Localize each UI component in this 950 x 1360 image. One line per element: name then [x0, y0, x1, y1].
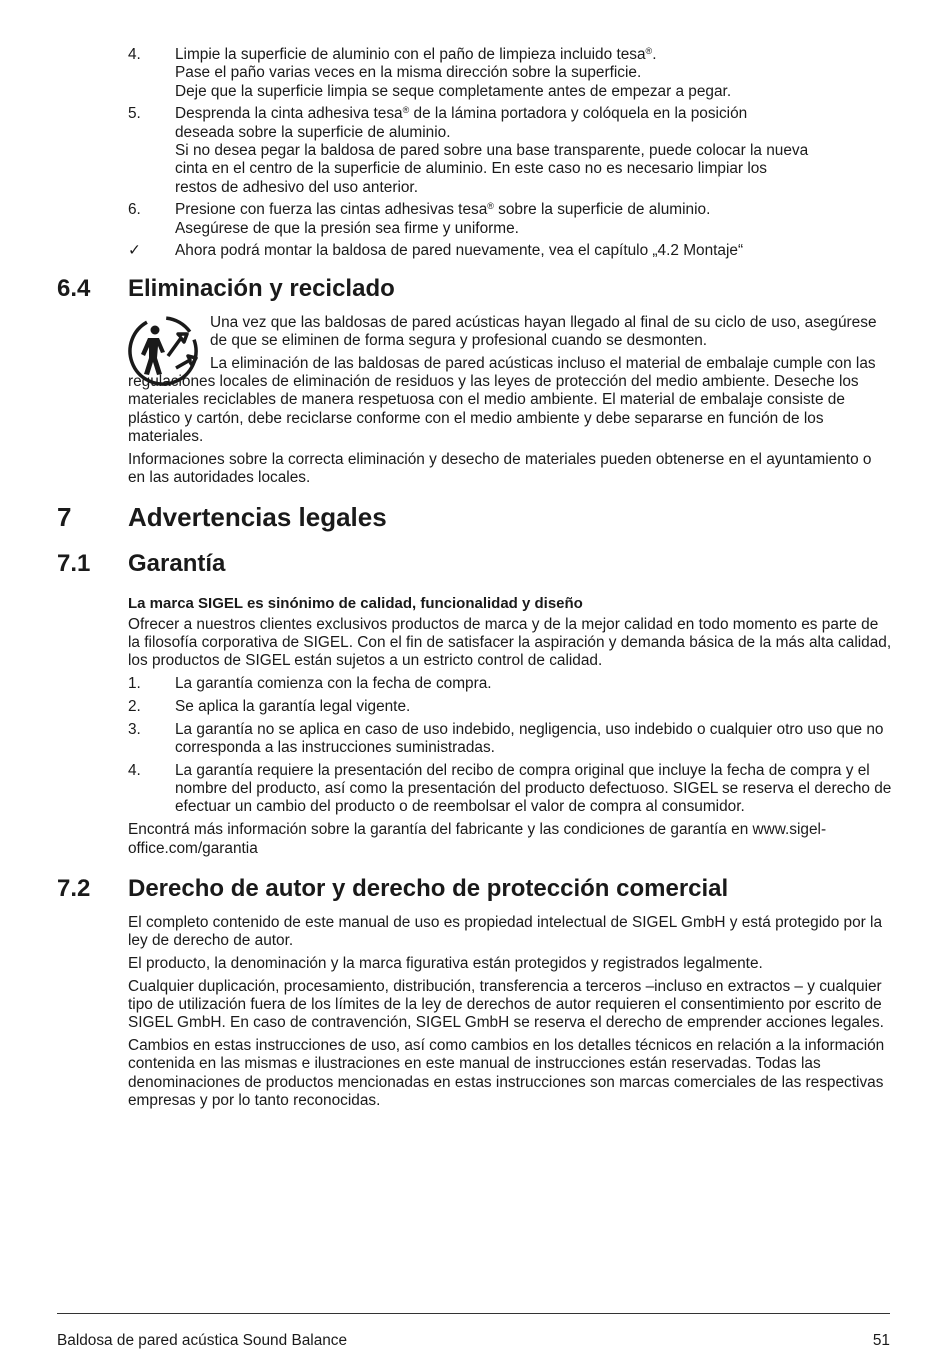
list-item: 6. Presione con fuerza las cintas adhesivas tesa® sobre la superficie de aluminio. Asegúrese de que la presión sea firme y uniforme.	[128, 201, 892, 238]
paragraph: El producto, la denominación y la marca figurativa están protegidos y registrados legalmente.	[128, 954, 763, 972]
disposal-section	[128, 314, 892, 488]
paragraph: Informaciones sobre la correcta eliminación y desecho de materiales pueden obtenerse en el ayuntamiento o en las autoridades locales.	[128, 450, 872, 487]
list-number: 5.	[128, 105, 141, 123]
list-item	[128, 762, 892, 817]
list-item	[128, 675, 892, 693]
list-number: 1.	[128, 675, 141, 693]
list-item	[128, 698, 892, 716]
step-text: Desprenda la cinta adhesiva tesa	[175, 105, 403, 123]
list-item	[128, 721, 892, 758]
list-number: 4.	[128, 46, 141, 63]
paragraph: Encontrá más información sobre la garantía del fabricante y las condiciones de garantía en www.sigel-office.com/garantia	[128, 821, 827, 857]
list-number: 3.	[128, 720, 141, 738]
section-title: Advertencias legales	[128, 502, 387, 533]
step-text: Deje que la superficie limpia se seque completamente antes de empezar a pegar.	[175, 82, 732, 100]
warranty-list	[128, 675, 892, 817]
footer-title: Baldosa de pared acústica Sound Balance	[57, 1332, 348, 1349]
step-text: deseada sobre la superficie de aluminio.	[175, 123, 451, 141]
section-number: 7.2	[57, 874, 91, 902]
section-title: Eliminación y reciclado	[128, 274, 395, 302]
steps-list	[128, 46, 892, 261]
step-text: Presione con fuerza las cintas adhesivas tesa	[175, 201, 488, 219]
registered-mark: ®	[645, 46, 653, 56]
list-number: 2.	[128, 697, 141, 715]
subheading: La marca SIGEL es sinónimo de calidad, funcionalidad y diseño	[128, 595, 583, 613]
page-footer	[57, 1313, 890, 1349]
list-text: La garantía no se aplica en caso de uso indebido, negligencia, uso indebido o cualquier otro uso que no corresponda a las instrucciones suministradas.	[175, 720, 884, 757]
recycling-symbol-icon	[128, 316, 200, 386]
paragraph: Una vez que las baldosas de pared acústicas hayan llegado al final de su ciclo de uso, asegúrese de que se eliminen de forma segura y profesional cuando se desmonten.	[210, 313, 877, 350]
section-heading-6-4	[57, 274, 892, 304]
section-heading-7	[57, 501, 892, 533]
step-text: Ahora podrá montar la baldosa de pared nuevamente, vea el capítulo „4.2 Montaje“	[175, 242, 744, 260]
list-text: La garantía comienza con la fecha de compra.	[175, 675, 492, 693]
list-number: 6.	[128, 201, 141, 219]
paragraph: Cualquier duplicación, procesamiento, distribución, transferencia a terceros –incluso en extractos – y cualquier tipo de utilización fuera de los límites de la ley de derechos de autor requieren el consentimiento por escrito de SIGEL GmbH. En caso de contravención, SIGEL GmbH se reserva el derecho de emprender acciones legales.	[128, 977, 884, 1032]
section-number: 6.4	[57, 274, 91, 302]
paragraph: Cambios en estas instrucciones de uso, así como cambios en los detalles técnicos en relación a la información contenida en las mismas e ilustraciones en este manual de instrucciones están reservadas. Todas las denominaciones de productos mencionadas en estas instrucciones son marcas comerciales de las respectivas empresas y por lo tanto reconocidas.	[128, 1037, 885, 1109]
list-number: 4.	[128, 761, 141, 779]
step-text: Asegúrese de que la presión sea firme y uniforme.	[175, 219, 519, 237]
section-heading-7-1	[57, 549, 892, 579]
page-content	[57, 46, 892, 1115]
step-text: Limpie la superficie de aluminio con el paño de limpieza incluido tesa	[175, 46, 646, 63]
paragraph: La eliminación de las baldosas de pared acústicas incluso el material de embalaje cumple con las regulaciones locales de eliminación de residuos y las leyes de protección del medio ambiente. Deseche los materiales reciclables de manera respetuosa con el medio ambiente. El material de embalaje consiste de plástico y cartón, debe reciclarse conforme con el medio ambiente y debe separarse en función de los materiales.	[128, 354, 876, 446]
registered-mark: ®	[402, 105, 410, 116]
list-item	[128, 242, 892, 260]
section-number: 7.1	[57, 550, 91, 578]
section-title: Derecho de autor y derecho de protección comercial	[128, 874, 729, 902]
step-text: restos de adhesivo del uso anterior.	[175, 178, 418, 196]
list-item: 5. Desprenda la cinta adhesiva tesa® de la lámina portadora y colóquela en la posición deseada sobre la superficie de aluminio. Si no desea pegar la baldosa de pared sobre una base transparente, puede colocar la nueva cinta en el centro de la superficie de aluminio. En este caso no es necesario limpiar los restos de adhesivo del uso anterior.	[128, 105, 892, 196]
registered-mark: ®	[487, 201, 494, 212]
checkmark-icon: ✓	[128, 242, 141, 260]
step-text: cinta en el centro de la superficie de aluminio. En este caso no es necesario limpiar los	[175, 160, 768, 178]
section-number: 7	[57, 502, 72, 533]
step-text: Pase el paño varias veces en la misma dirección sobre la superficie.	[175, 64, 642, 82]
step-text: Si no desea pegar la baldosa de pared sobre una base transparente, puede colocar la nueva	[175, 141, 809, 159]
paragraph: Ofrecer a nuestros clientes exclusivos productos de marca y de la mejor calidad en todo momento es parte de la filosofía corporativa de SIGEL. Con el fin de satisfacer la aspiración y demanda básica de la más alta calidad, los productos de SIGEL están sujetos a un estricto control de calidad.	[128, 615, 892, 670]
list-text: La garantía requiere la presentación del recibo de compra original que incluye la fecha de compra y el nombre del producto, así como la presentación del producto defectuoso. SIGEL se reserva el derecho de efectuar un cambio del producto o de reembolsar el valor de compra al consumidor.	[175, 761, 892, 816]
section-heading-7-2	[57, 874, 892, 904]
paragraph: El completo contenido de este manual de uso es propiedad intelectual de SIGEL GmbH y está protegido por la ley de derecho de autor.	[128, 913, 883, 950]
section-title: Garantía	[128, 550, 226, 578]
page-number: 51	[872, 1332, 890, 1349]
list-text: Se aplica la garantía legal vigente.	[175, 697, 411, 715]
list-item: 4. Limpie la superficie de aluminio con el paño de limpieza incluido tesa®. Pase el paño varias veces en la misma dirección sobre la superficie. Deje que la superficie limpia se seque completamente antes de empezar a pegar.	[128, 46, 892, 101]
